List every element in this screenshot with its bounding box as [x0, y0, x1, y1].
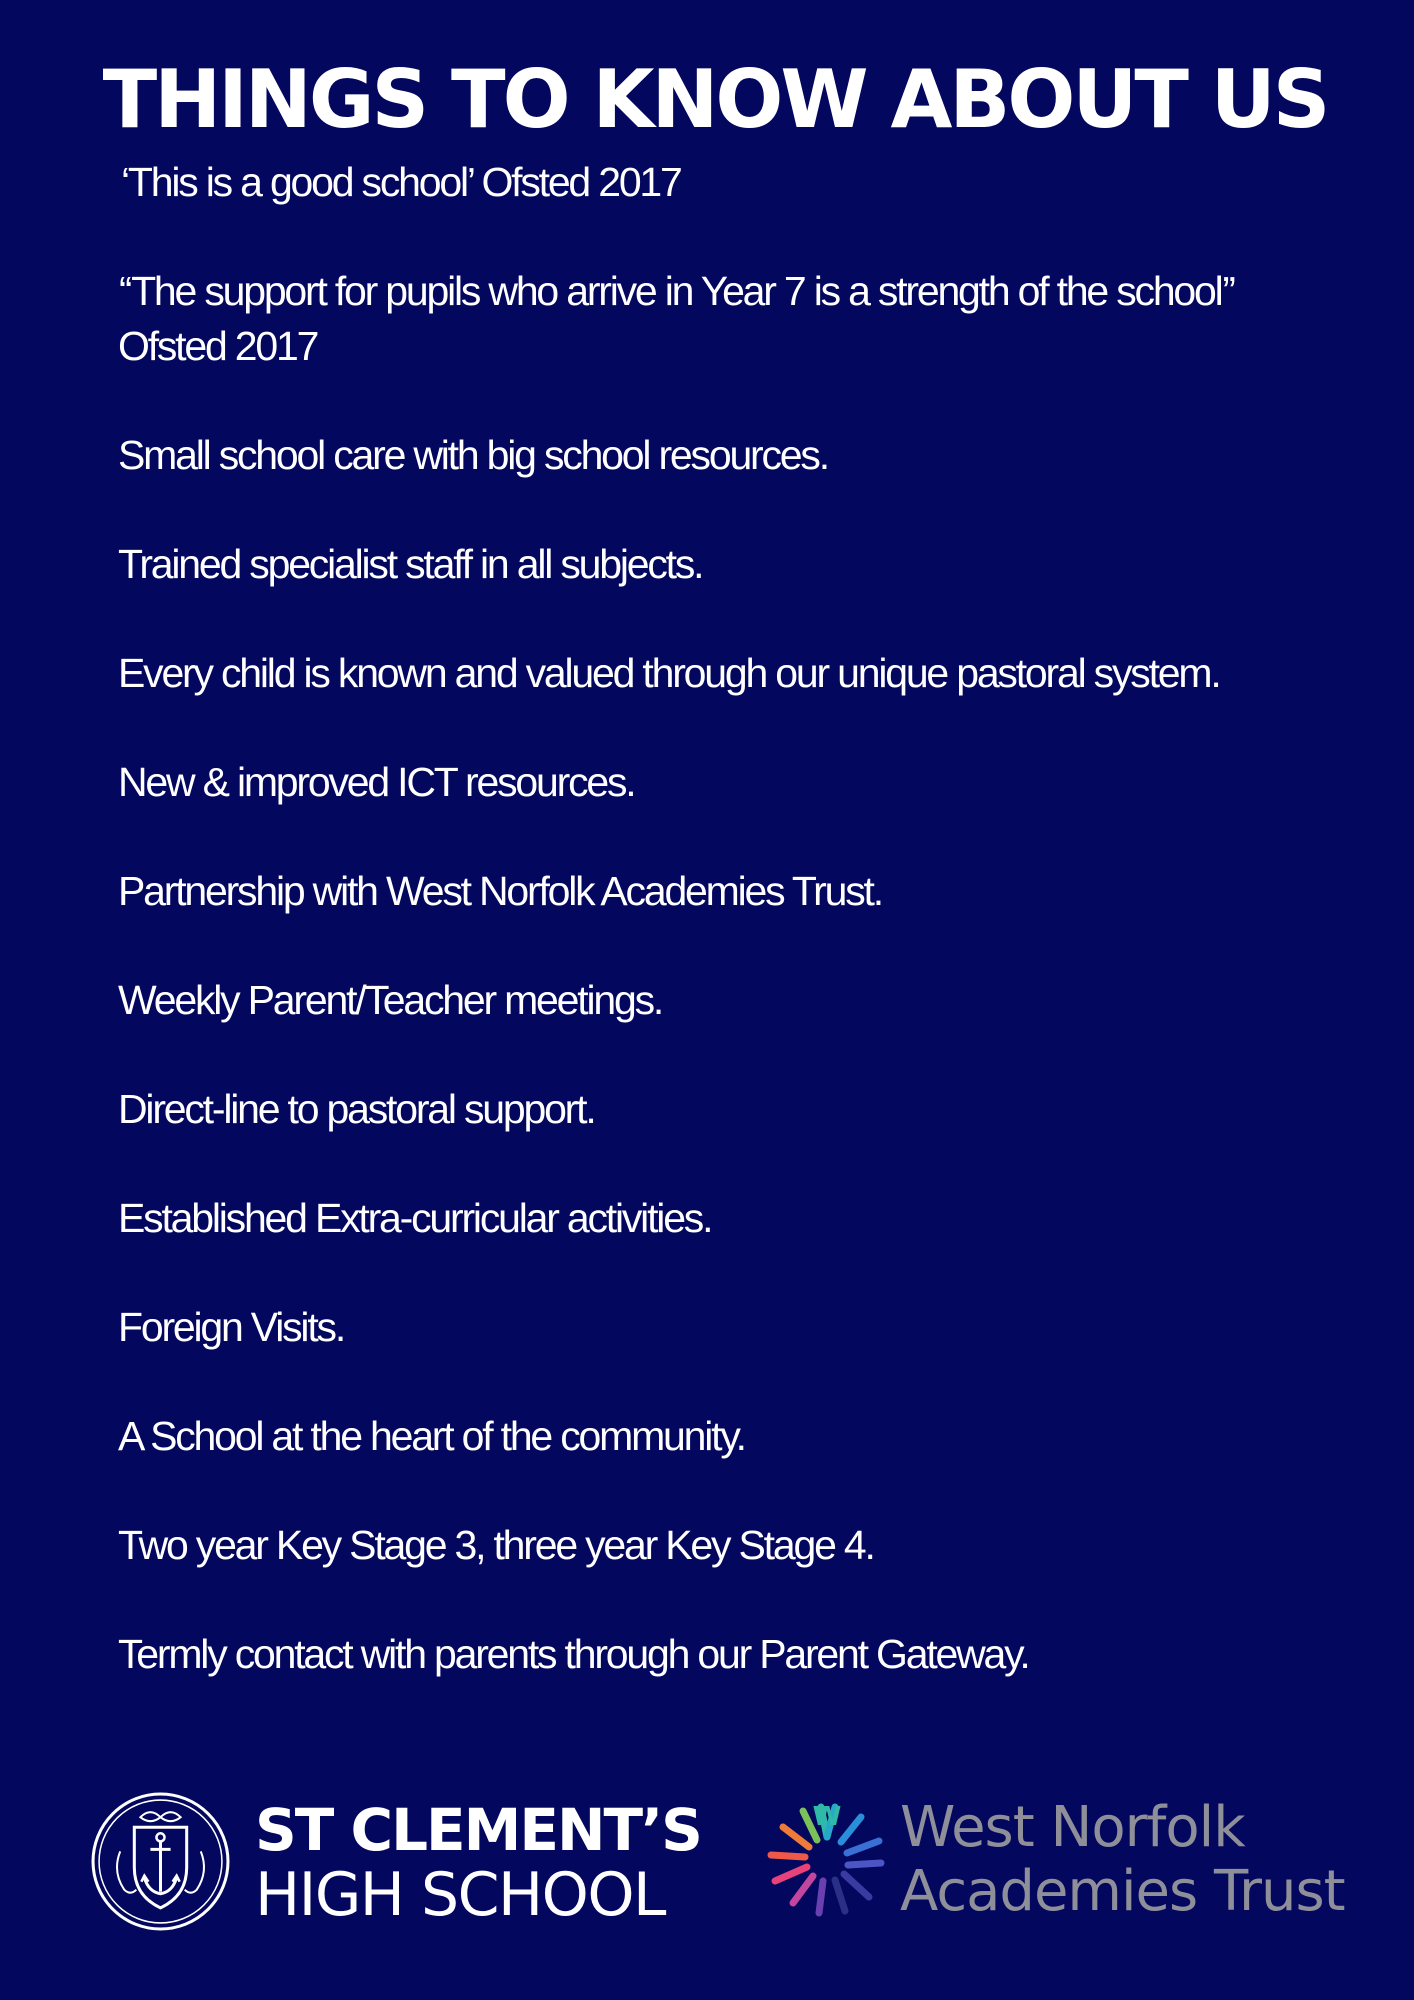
fact-item: ‘This is a good school’ Ofsted 2017 [121, 159, 681, 205]
fact-item: Every child is known and valued through our unique pastoral system. [118, 650, 1220, 696]
starburst-w-icon [762, 1794, 892, 1924]
school-name-line2: HIGH SCHOOL [255, 1860, 665, 1930]
facts-list [118, 155, 1338, 1736]
fact-item: Trained specialist staff in all subjects. [118, 541, 703, 587]
fact-item: Small school care with big school resources. [118, 432, 828, 478]
fact-item: Partnership with West Norfolk Academies Trust. [118, 868, 882, 914]
fact-item: Weekly Parent/Teacher meetings. [118, 977, 663, 1023]
fact-item: Established Extra-curricular activities. [118, 1195, 712, 1241]
trust-name-line1: West Norfolk [900, 1795, 1245, 1860]
fact-item: New & improved ICT resources. [118, 759, 635, 805]
fact-item: Direct-line to pastoral support. [118, 1086, 595, 1132]
anchor-crest-icon [90, 1791, 231, 1932]
trust-name-line2: Academies Trust [900, 1859, 1345, 1924]
fact-item: Foreign Visits. [118, 1304, 345, 1350]
fact-item: Two year Key Stage 3, three year Key Stage 4. [118, 1522, 874, 1568]
fact-item: Termly contact with parents through our Parent Gateway. [118, 1631, 1029, 1677]
school-name [255, 1798, 701, 1928]
fact-item: A School at the heart of the community. [118, 1413, 745, 1459]
trust-name [900, 1796, 1345, 1924]
svg-text:W: W [812, 1802, 842, 1832]
fact-item: ‘‘The support for pupils who arrive in Year 7 is a strength of the school’’ Ofsted 2017 [118, 268, 1234, 369]
page-title: THINGS TO KNOW ABOUT US [102, 53, 1328, 146]
school-name-line1: ST CLEMENT’S [255, 1796, 701, 1864]
footer-logos [0, 1790, 1414, 1940]
